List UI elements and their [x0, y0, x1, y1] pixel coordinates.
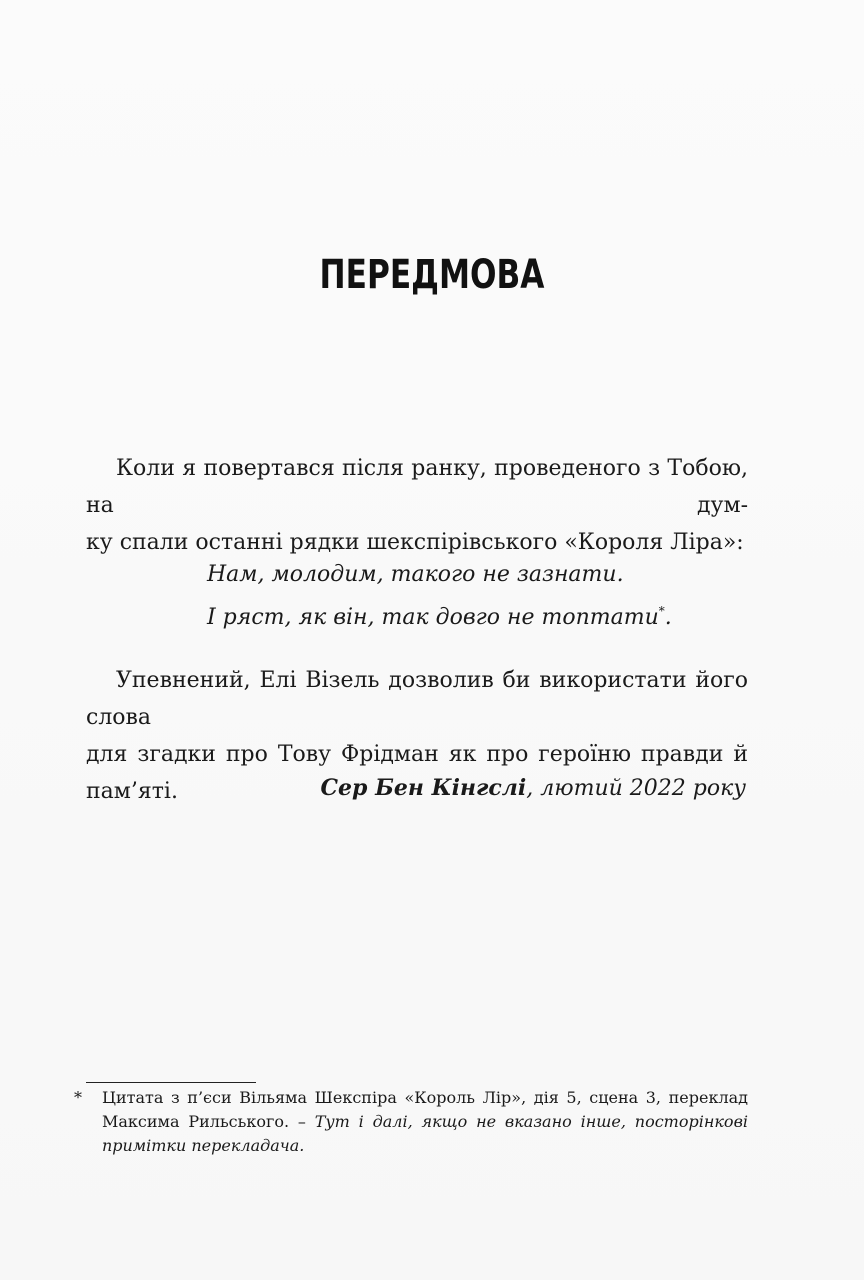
signature — [321, 770, 746, 807]
footnote — [74, 1086, 748, 1158]
paragraph-line: ку спали останні рядки шекспірівського «Короля Ліра»: — [86, 530, 744, 555]
signature-date: , лютий 2022 року — [526, 776, 746, 801]
paragraph-line: Коли я повертався після ранку, проведеного з Тобою, на дум- — [86, 456, 748, 518]
paragraph-intro — [86, 450, 748, 561]
page-title: ПЕРЕДМОВА — [319, 252, 545, 298]
footnote-line-italic: примітки перекладача. — [102, 1136, 305, 1155]
footnote-divider — [86, 1082, 256, 1083]
footnote-line-italic: Тут і далі, якщо не вказано інше, посторінкові — [314, 1112, 748, 1131]
footnote-mark: * — [74, 1088, 82, 1107]
footnote-line: Максима Рильського. – — [102, 1112, 315, 1131]
signature-author: Сер Бен Кінгслі — [320, 775, 527, 801]
footnote-reference: * — [658, 604, 665, 618]
verse-line: Нам, молодим, такого не зазнати. — [207, 562, 624, 587]
paragraph-line: для згадки про Тову Фрідман як про героїню правди й пам’яті. — [86, 742, 748, 804]
footnote-line: Цитата з п’єси Вільяма Шекспіра «Король Лір», дія 5, сцена 3, переклад — [102, 1088, 748, 1107]
verse-line: І ряст, як він, так довго не топтати — [207, 605, 659, 630]
verse-quote: Нам, молодим, такого не зазнати. І ряст, як він, так довго не топтати*. — [207, 556, 672, 636]
paragraph-line: Упевнений, Елі Візель дозволив би використати його слова — [86, 668, 748, 730]
